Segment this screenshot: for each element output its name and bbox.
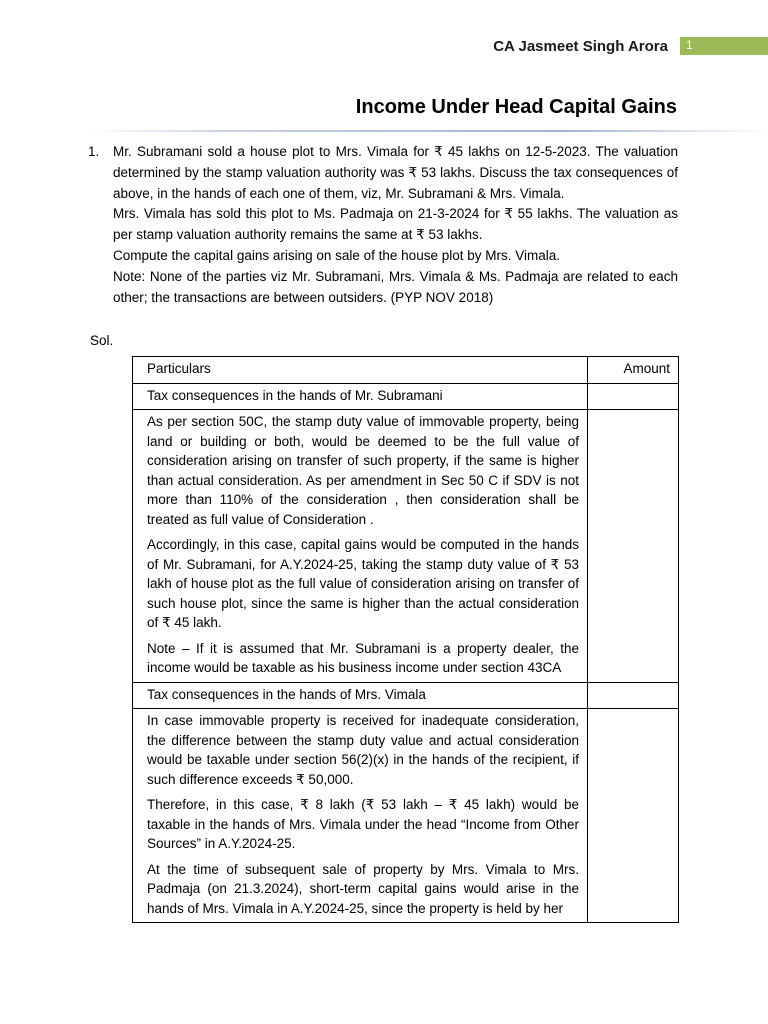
question-paragraph: Note: None of the parties viz Mr. Subramani, Mrs. Vimala & Ms. Padmaja are related to each other; the transactions are between outsiders. (PYP NOV 2018) [113,268,678,305]
cell-paragraph: At the time of subsequent sale of property by Mrs. Vimala to Mrs. Padmaja (on 21.3.2024), short-term capital gains would arise in the hands of Mrs. Vimala in A.Y.2024-25, since the property is held by her [147,861,579,916]
table-row [133,410,679,683]
column-header-amount: Amount [588,357,679,384]
section-heading-vimala: Tax consequences in the hands of Mrs. Vimala [133,682,588,709]
column-header-particulars: Particulars [133,357,588,384]
section-heading-subramani: Tax consequences in the hands of Mr. Subramani [133,383,588,410]
question-paragraph: Mr. Subramani sold a house plot to Mrs. Vimala for ₹ 45 lakhs on 12-5-2023. The valuation determined by the stamp valuation authority was ₹ 53 lakhs. Discuss the tax consequences of above, in the hands of each one of them, viz, Mr. Subramani & Mrs. Vimala. [113,144,678,201]
table-header-row [133,357,679,384]
question-block [88,142,678,308]
cell-paragraph: Note – If it is assumed that Mr. Subramani is a property dealer, the income would be taxable as his business income under section 43CA [147,640,579,675]
table-row [133,709,679,923]
page-number: 1 [686,38,693,52]
question-paragraph: Compute the capital gains arising on sale of the house plot by Mrs. Vimala. [113,247,560,263]
table-row [133,682,679,709]
cell-paragraph: Therefore, in this case, ₹ 8 lakh (₹ 53 lakh – ₹ 45 lakh) would be taxable in the hands of Mrs. Vimala under the head “Income from Other Sources” in A.Y.2024-25. [147,797,579,851]
particulars-cell [133,410,588,683]
solution-label: Sol. [90,333,114,348]
amount-cell [588,682,679,709]
amount-cell [588,410,679,683]
amount-cell [588,383,679,410]
cell-paragraph: In case immovable property is received for inadequate consideration, the difference between the stamp duty value and actual consideration would be taxable under section 56(2)(x) in the hands of the recipient, if such difference exceeds ₹ 50,000. [147,713,579,787]
cell-paragraph: As per section 50C, the stamp duty value of immovable property, being land or building or both, would be deemed to be the full value of consideration arising on transfer of such property, if the same is higher than actual consideration. As per amendment in Sec 50 C if SDV is not more than 110% of the consideration , then consideration shall be treated as full value of Consideration . [147,414,579,527]
particulars-cell [133,709,588,923]
solution-table [132,356,679,923]
question-number: 1. [88,144,100,159]
title-divider [88,130,768,132]
table-row [133,383,679,410]
amount-cell [588,709,679,923]
header-page-bar [678,37,768,55]
question-paragraph: Mrs. Vimala has sold this plot to Ms. Padmaja on 21-3-2024 for ₹ 55 lakhs. The valuation as per stamp valuation authority remains the same at ₹ 53 lakhs. [113,206,678,243]
cell-paragraph: Accordingly, in this case, capital gains would be computed in the hands of Mr. Subramani, for A.Y.2024-25, taking the stamp duty value of ₹ 53 lakh of house plot as the full value of consideration arising on transfer of such house plot, since the same is higher than the actual consideration of ₹ 45 lakh. [147,537,579,630]
question-body [113,142,678,308]
header-author: CA Jasmeet Singh Arora [493,38,668,55]
page-title: Income Under Head Capital Gains [355,96,677,118]
